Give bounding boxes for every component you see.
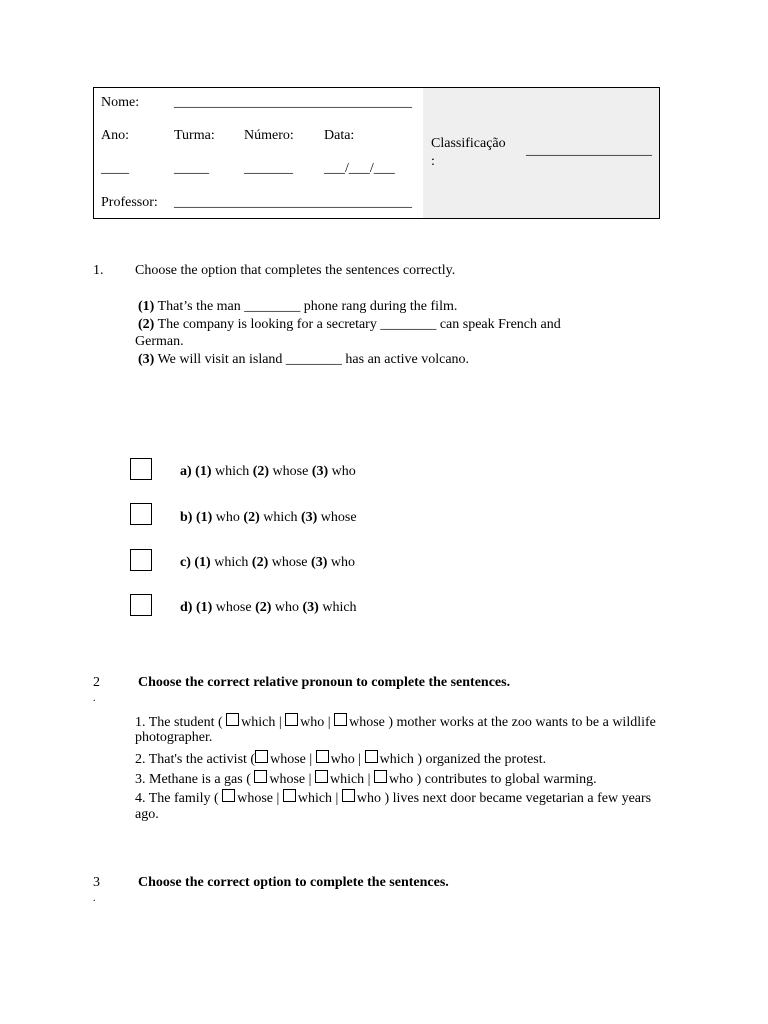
q2-item-1-cont: photographer.: [135, 730, 213, 745]
q1-instruction: Choose the option that completes the sentences correctly.: [135, 263, 456, 278]
q2-item-4-option-3-checkbox[interactable]: [342, 789, 355, 802]
q1-sentence-2-cont: German.: [135, 334, 184, 349]
q2-item-2-option-3-checkbox[interactable]: [365, 750, 378, 763]
professor-field[interactable]: __________________________________: [174, 195, 412, 210]
q2-item-3: 3. Methane is a gas ( whose | which | who ) contributes to global warming.: [135, 772, 597, 787]
data-label: Data:: [324, 128, 355, 143]
q2-item-1-option-2-checkbox[interactable]: [285, 713, 298, 726]
option-a-checkbox[interactable]: [130, 458, 152, 480]
q3-instruction: Choose the correct option to complete the sentences.: [138, 875, 449, 890]
numero-field[interactable]: _______: [244, 161, 293, 176]
q2-item-4-option-1-checkbox[interactable]: [222, 789, 235, 802]
q2-item-1-option-3-checkbox[interactable]: [334, 713, 347, 726]
q2-item-2-option-2-checkbox[interactable]: [316, 750, 329, 763]
classificacao-colon: :: [431, 154, 435, 169]
q1-number: 1.: [93, 263, 104, 278]
header-box: [93, 87, 660, 219]
q2-instruction: Choose the correct relative pronoun to complete the sentences.: [138, 675, 511, 690]
professor-label: Professor:: [101, 195, 158, 210]
ano-label: Ano:: [101, 128, 129, 143]
q2-item-1-option-1-checkbox[interactable]: [226, 713, 239, 726]
q1-sentence-1: (1) That’s the man ________ phone rang during the film.: [138, 299, 458, 314]
q3-dot: .: [93, 893, 96, 904]
q2-item-3-option-1-checkbox[interactable]: [254, 770, 267, 783]
option-b: b) (1) who (2) which (3) whose: [180, 510, 357, 525]
q2-dot: .: [93, 693, 96, 704]
nome-field[interactable]: __________________________________: [174, 95, 412, 110]
q1-sentence-2: (2) The company is looking for a secretary ________ can speak French and: [138, 317, 561, 332]
option-a: a) (1) which (2) whose (3) who: [180, 464, 356, 479]
q2-item-2-option-1-checkbox[interactable]: [255, 750, 268, 763]
option-b-checkbox[interactable]: [130, 503, 152, 525]
q2-item-1: 1. The student ( which | who | whose ) mother works at the zoo wants to be a wildlife: [135, 715, 656, 730]
option-d-checkbox[interactable]: [130, 594, 152, 616]
classificacao-field[interactable]: __________________: [526, 143, 652, 158]
q2-item-3-option-3-checkbox[interactable]: [374, 770, 387, 783]
turma-label: Turma:: [174, 128, 215, 143]
q2-item-3-option-2-checkbox[interactable]: [315, 770, 328, 783]
classificacao-label: Classificação: [431, 136, 506, 151]
numero-label: Número:: [244, 128, 294, 143]
q2-item-4-cont: ago.: [135, 807, 159, 822]
data-field[interactable]: ___/___/___: [324, 161, 395, 176]
option-c: c) (1) which (2) whose (3) who: [180, 555, 355, 570]
ano-field[interactable]: ____: [101, 161, 129, 176]
option-c-checkbox[interactable]: [130, 549, 152, 571]
turma-field[interactable]: _____: [174, 161, 209, 176]
q1-sentence-3: (3) We will visit an island ________ has an active volcano.: [138, 352, 470, 367]
nome-label: Nome:: [101, 95, 140, 110]
option-d: d) (1) whose (2) who (3) which: [180, 600, 357, 615]
q2-item-4-option-2-checkbox[interactable]: [283, 789, 296, 802]
q3-number: 3: [93, 875, 100, 890]
q2-number: 2: [93, 675, 100, 690]
q2-item-2: 2. That's the activist ( whose | who | which ) organized the protest.: [135, 752, 547, 767]
q2-item-4: 4. The family ( whose | which | who ) lives next door became vegetarian a few years: [135, 791, 652, 806]
